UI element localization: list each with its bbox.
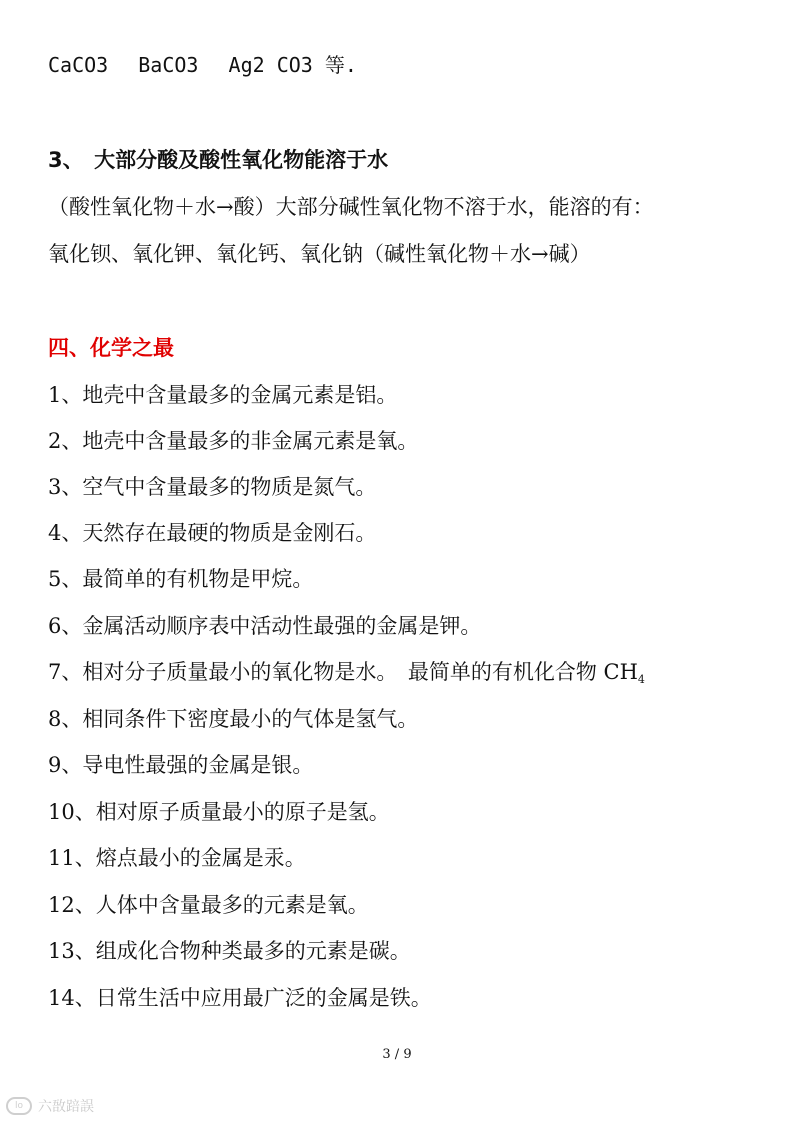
section3-line1: （酸性氧化物＋水→酸）大部分碱性氧化物不溶于水，能溶的有： xyxy=(48,195,654,219)
list-item: 5、最简单的有机物是甲烷。 xyxy=(48,567,314,591)
section3-heading: 3、 大部分酸及酸性氧化物能溶于水 xyxy=(48,148,389,172)
intro-suffix: 等. xyxy=(324,53,357,77)
watermark-logo-icon: lo xyxy=(6,1097,32,1115)
list-item: 12、人体中含量最多的元素是氧。 xyxy=(48,893,369,917)
list-item: 3、空气中含量最多的物质是氮气。 xyxy=(48,475,377,499)
section4-heading: 四、化学之最 xyxy=(48,336,174,360)
list-item: 13、组成化合物种类最多的元素是碳。 xyxy=(48,939,411,963)
list-item: 8、相同条件下密度最小的气体是氢气。 xyxy=(48,707,419,731)
page-number: 3 / 9 xyxy=(382,1047,412,1062)
section3-line2: 氧化钡、氧化钾、氧化钙、氧化钠（碱性氧化物＋水→碱） xyxy=(48,242,591,266)
watermark-text: 六敔踣誤 xyxy=(38,1099,94,1115)
carbonate-list xyxy=(48,50,764,80)
watermark xyxy=(6,1094,94,1118)
formula-baco3: BaCO3 xyxy=(138,53,199,77)
list-item: 2、地壳中含量最多的非金属元素是氧。 xyxy=(48,429,419,453)
list-item: 6、金属活动顺序表中活动性最强的金属是钾。 xyxy=(48,614,482,638)
formula-caco3: CaCO3 xyxy=(48,53,109,77)
list-item: 1、地壳中含量最多的金属元素是铝。 xyxy=(48,383,398,407)
list-item-7-text: 7、相对分子质量最小的氧化物是水。 最简单的有机化合物 CH xyxy=(48,660,638,684)
list-item: 14、日常生活中应用最广泛的金属是铁。 xyxy=(48,986,432,1010)
list-item: 10、相对原子质量最小的原子是氢。 xyxy=(48,800,390,824)
formula-ag2co3: Ag2 CO3 xyxy=(228,53,313,77)
list-item: 11、熔点最小的金属是汞。 xyxy=(48,846,306,870)
list-item: 4、天然存在最硬的物质是金刚石。 xyxy=(48,521,377,545)
ch4-subscript: 4 xyxy=(637,673,645,686)
list-item xyxy=(48,657,764,695)
list-item: 9、导电性最强的金属是银。 xyxy=(48,753,314,777)
